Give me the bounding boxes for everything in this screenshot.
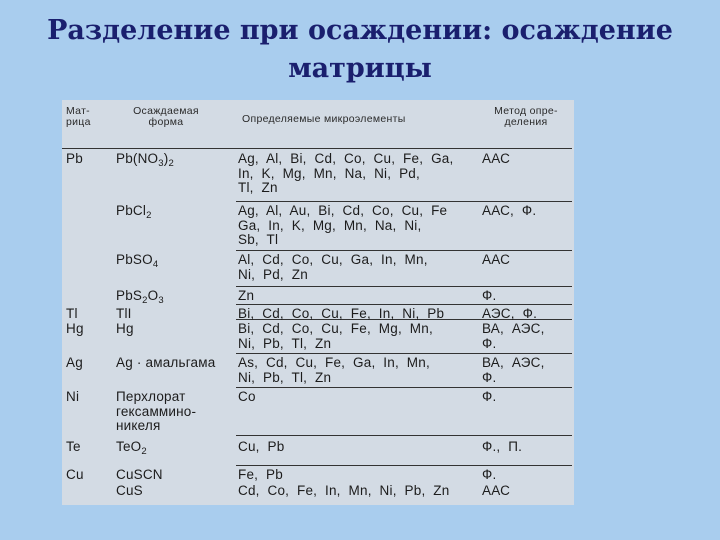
cell-matrix: Ni (66, 389, 80, 404)
cell-elements: Al, Cd, Co, Cu, Ga, In, Mn, Ni, Pd, Zn (238, 252, 428, 282)
row-divider (236, 387, 572, 388)
subscript: 2 (168, 158, 174, 169)
cell-elements: Co (238, 389, 256, 404)
cell-method: Ф. (482, 288, 497, 303)
cell-method: ААС (482, 252, 511, 267)
subscript: 2 (141, 446, 147, 457)
cell-method: ВА, АЭС, Ф. (482, 355, 545, 385)
row-divider (236, 286, 572, 287)
row-divider (236, 250, 572, 251)
header-matrix (66, 106, 110, 128)
data-table (62, 100, 574, 505)
cell-elements: Fe, Pb (238, 467, 283, 482)
subscript: 3 (158, 295, 164, 306)
cell-method: ААС (482, 483, 511, 498)
cell-form: $PbS_2O_3$ (116, 288, 164, 306)
row-divider (236, 304, 572, 305)
cell-elements: Bi, Cd, Co, Cu, Fe, Mg, Mn, Ni, Pb, Tl, Zn (238, 321, 433, 351)
row-divider (236, 201, 572, 202)
cell-method: АЭС, Ф. (482, 306, 538, 321)
title-line-1: Разделение при осаждении: осаждение (47, 15, 673, 46)
cell-method: ВА, АЭС, Ф. (482, 321, 545, 351)
cell-form: CuS (116, 483, 143, 498)
cell-method: Ф., П. (482, 439, 523, 454)
cell-matrix: Tl (66, 306, 78, 321)
cell-form: TeO$_2$ (116, 439, 147, 457)
cell-elements: Ag, Al, Au, Bi, Cd, Co, Cu, Fe Ga, In, K, Mg, Mn, Na, Ni, Sb, Tl (238, 203, 448, 248)
cell-form: TlI (116, 306, 132, 321)
cell-form: Перхлорат гексаммино- никеля (116, 389, 197, 434)
header-matrix-line2: рица (66, 116, 91, 128)
cell-method: ААС (482, 151, 511, 166)
cell-form: Hg (116, 321, 134, 336)
header-form-line1: Осаждаемая (133, 105, 199, 117)
header-form (118, 106, 214, 128)
subscript: 3 (158, 158, 164, 169)
cell-elements: Ag, Al, Bi, Cd, Co, Cu, Fe, Ga, In, K, Mg, Mn, Na, Ni, Pd, Tl, Zn (238, 151, 454, 196)
subscript: 2 (142, 295, 148, 306)
cell-elements: Zn (238, 288, 255, 303)
row-divider (236, 465, 572, 466)
header-method-line1: Метод опре- (494, 105, 558, 117)
subscript: 2 (146, 210, 152, 221)
header-elements: Определяемые микроэлементы (242, 113, 406, 125)
cell-elements: Cu, Pb (238, 439, 285, 454)
cell-form: CuSCN (116, 467, 163, 482)
title-line-2: матрицы (288, 53, 432, 84)
cell-method: ААС, Ф. (482, 203, 537, 218)
row-divider (62, 148, 572, 149)
cell-elements: As, Cd, Cu, Fe, Ga, In, Mn, Ni, Pb, Tl, Zn (238, 355, 430, 385)
header-form-line2: форма (148, 116, 184, 128)
cell-elements: Cd, Co, Fe, In, Mn, Ni, Pb, Zn (238, 483, 450, 498)
cell-form: $Pb(NO_3)_2$ (116, 151, 174, 169)
cell-matrix: Hg (66, 321, 84, 336)
cell-matrix: Pb (66, 151, 83, 166)
subscript: 4 (152, 259, 159, 270)
row-divider (236, 353, 572, 354)
cell-form: Ag · амальгама (116, 355, 216, 370)
cell-form: PbCl$_2$ (116, 203, 152, 221)
cell-matrix: Te (66, 439, 81, 454)
cell-elements: Bi, Cd, Co, Cu, Fe, In, Ni, Pb (238, 306, 445, 321)
cell-method: Ф. (482, 467, 497, 482)
cell-form: PbSO$_4$ (116, 252, 159, 270)
header-method (482, 106, 570, 128)
header-matrix-line1: Мат- (66, 105, 90, 117)
row-divider (236, 435, 572, 436)
slide-title (0, 12, 720, 88)
cell-method: Ф. (482, 389, 497, 404)
cell-matrix: Cu (66, 467, 84, 482)
cell-matrix: Ag (66, 355, 83, 370)
header-method-line2: деления (504, 116, 548, 128)
